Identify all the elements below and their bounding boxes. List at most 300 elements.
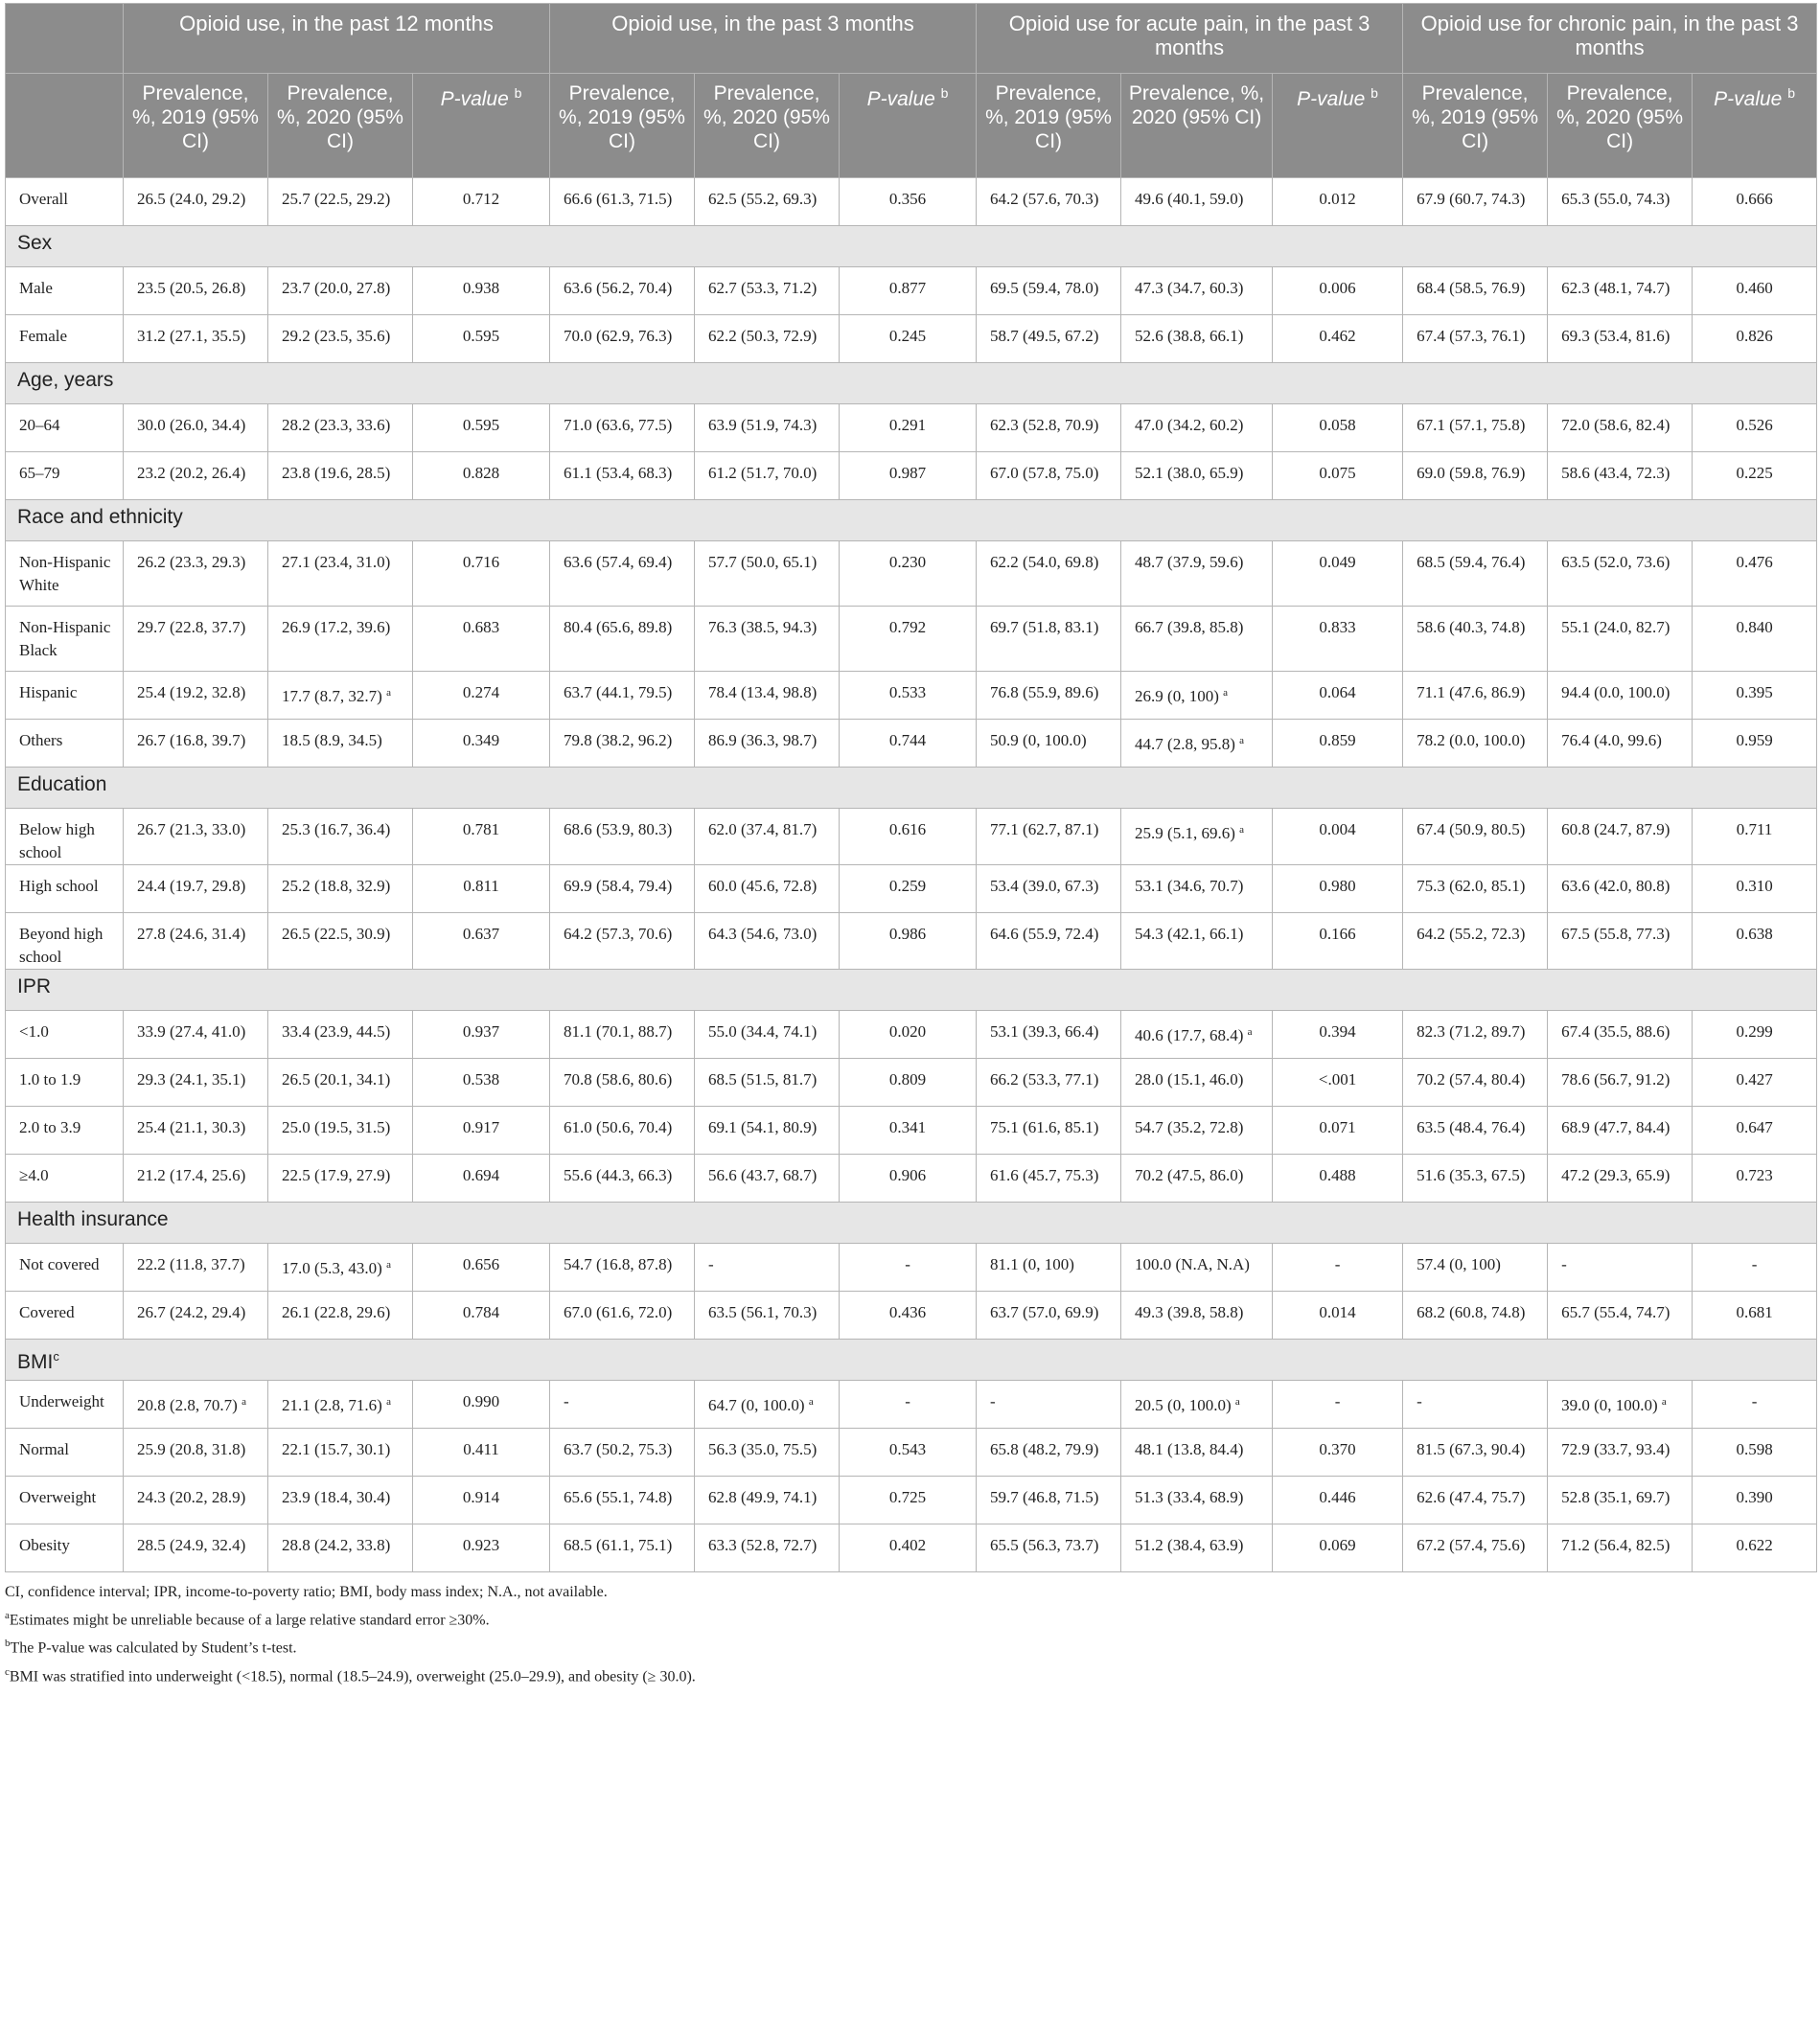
section-title-mark: c xyxy=(53,1349,59,1364)
cell-value: 0.725 xyxy=(888,1488,927,1506)
prevalence-cell xyxy=(268,1381,413,1429)
cell-value: 65.6 (55.1, 74.8) xyxy=(564,1488,673,1506)
section-title xyxy=(6,768,1817,809)
cell-value: 0.959 xyxy=(1736,731,1773,749)
cell-value: 0.833 xyxy=(1319,618,1356,636)
cell-value: 68.5 (61.1, 75.1) xyxy=(564,1536,673,1554)
cell-value: 0.356 xyxy=(888,190,927,208)
prevalence-cell xyxy=(1121,315,1273,363)
prevalence-cell xyxy=(977,1429,1121,1477)
prevalence-cell xyxy=(268,315,413,363)
cell-value: - xyxy=(990,1392,996,1410)
cell-value: 76.3 (38.5, 94.3) xyxy=(708,618,818,636)
row-label: Covered xyxy=(6,1292,124,1340)
cell-value: 82.3 (71.2, 89.7) xyxy=(1417,1022,1526,1041)
prevalence-cell xyxy=(977,452,1121,500)
cell-value: 48.1 (13.8, 84.4) xyxy=(1135,1440,1244,1458)
group-header: Opioid use, in the past 12 months xyxy=(124,4,550,74)
row-label: Below high school xyxy=(6,809,124,865)
prevalence-cell xyxy=(124,720,268,768)
p-value-cell xyxy=(1693,315,1817,363)
cell-value: 58.6 (40.3, 74.8) xyxy=(1417,618,1526,636)
cell-value: 51.2 (38.4, 63.9) xyxy=(1135,1536,1244,1554)
cell-value: 0.598 xyxy=(1736,1440,1773,1458)
cell-value: 20.8 (2.8, 70.7) xyxy=(137,1396,238,1414)
p-value-cell xyxy=(1273,452,1403,500)
cell-value: 0.840 xyxy=(1736,618,1773,636)
cell-value: 0.049 xyxy=(1319,553,1356,571)
cell-value: 51.6 (35.3, 67.5) xyxy=(1417,1166,1526,1184)
cell-value: 0.476 xyxy=(1736,553,1773,571)
p-value-mark: b xyxy=(1371,85,1378,101)
prevalence-cell xyxy=(1403,865,1548,913)
cell-value: 0.436 xyxy=(888,1303,927,1321)
cell-value: 64.2 (55.2, 72.3) xyxy=(1417,925,1526,943)
cell-value: 64.2 (57.3, 70.6) xyxy=(564,925,673,943)
p-value-cell xyxy=(1273,1155,1403,1203)
cell-value: 62.3 (52.8, 70.9) xyxy=(990,416,1099,434)
cell-value: 0.828 xyxy=(462,464,500,482)
p-value-cell xyxy=(1273,1292,1403,1340)
prevalence-cell xyxy=(1121,672,1273,720)
prevalence-2020-header: Prevalence, %, 2020 (95% CI) xyxy=(268,74,413,178)
prevalence-cell xyxy=(550,1477,695,1524)
p-value-cell xyxy=(1273,1011,1403,1059)
prevalence-cell xyxy=(695,541,840,607)
footnote-text: CI, confidence interval; IPR, income-to-poverty ratio; BMI, body mass index; N.A., not available. xyxy=(5,1584,608,1600)
prevalence-2020-header: Prevalence, %, 2020 (95% CI) xyxy=(1548,74,1693,178)
p-value-cell xyxy=(1693,1059,1817,1107)
p-value-cell xyxy=(1693,1244,1817,1292)
prevalence-cell xyxy=(124,1155,268,1203)
prevalence-cell xyxy=(268,541,413,607)
table-row xyxy=(6,1524,1817,1572)
p-value-header xyxy=(413,74,550,178)
prevalence-2019-header: Prevalence, %, 2019 (95% CI) xyxy=(550,74,695,178)
table-row xyxy=(6,1107,1817,1155)
reliability-mark: a xyxy=(386,687,391,699)
cell-value: 24.4 (19.7, 29.8) xyxy=(137,877,246,895)
row-label: Normal xyxy=(6,1429,124,1477)
cell-value: 67.9 (60.7, 74.3) xyxy=(1417,190,1526,208)
p-value-cell xyxy=(1693,913,1817,970)
row-label: High school xyxy=(6,865,124,913)
cell-value: 55.0 (34.4, 74.1) xyxy=(708,1022,818,1041)
cell-value: 69.3 (53.4, 81.6) xyxy=(1561,327,1670,345)
cell-value: 0.058 xyxy=(1319,416,1356,434)
cell-value: 62.2 (50.3, 72.9) xyxy=(708,327,818,345)
prevalence-cell xyxy=(1121,1059,1273,1107)
cell-value: 0.020 xyxy=(888,1022,927,1041)
prevalence-cell xyxy=(268,1059,413,1107)
cell-value: 21.2 (17.4, 25.6) xyxy=(137,1166,246,1184)
section-title-text: Education xyxy=(17,773,107,795)
cell-value: 68.5 (51.5, 81.7) xyxy=(708,1070,818,1089)
cell-value: 0.411 xyxy=(463,1440,499,1458)
prevalence-cell xyxy=(977,1524,1121,1572)
cell-value: 57.4 (0, 100) xyxy=(1417,1255,1501,1273)
prevalence-cell xyxy=(268,1244,413,1292)
prevalence-cell xyxy=(1548,1059,1693,1107)
cell-value: 63.6 (42.0, 80.8) xyxy=(1561,877,1670,895)
cell-value: 54.7 (35.2, 72.8) xyxy=(1135,1118,1244,1136)
prevalence-cell xyxy=(695,1524,840,1572)
reliability-mark: a xyxy=(1239,735,1244,746)
prevalence-cell xyxy=(1403,541,1548,607)
cell-value: 33.4 (23.9, 44.5) xyxy=(282,1022,391,1041)
prevalence-cell xyxy=(1548,404,1693,452)
cell-value: 48.7 (37.9, 59.6) xyxy=(1135,553,1244,571)
group-header: Opioid use for chronic pain, in the past 3 months xyxy=(1403,4,1817,74)
row-label: Female xyxy=(6,315,124,363)
prevalence-cell xyxy=(977,1155,1121,1203)
section-row xyxy=(6,768,1817,809)
cell-value: 26.7 (24.2, 29.4) xyxy=(137,1303,246,1321)
cell-value: 63.7 (50.2, 75.3) xyxy=(564,1440,673,1458)
prevalence-cell xyxy=(550,1059,695,1107)
prevalence-cell xyxy=(124,1381,268,1429)
footnote-text: The P-value was calculated by Student’s t-test. xyxy=(10,1639,297,1657)
p-value-cell xyxy=(413,1155,550,1203)
prevalence-cell xyxy=(977,541,1121,607)
cell-value: 0.069 xyxy=(1319,1536,1356,1554)
cell-value: 0.225 xyxy=(1736,464,1773,482)
p-value-cell xyxy=(1273,1059,1403,1107)
cell-value: 26.5 (20.1, 34.1) xyxy=(282,1070,391,1089)
p-value-cell xyxy=(840,865,977,913)
prevalence-cell xyxy=(1548,267,1693,315)
p-value-cell xyxy=(840,1155,977,1203)
p-value-cell xyxy=(1693,1477,1817,1524)
cell-value: 39.0 (0, 100.0) xyxy=(1561,1396,1658,1414)
cell-value: 66.6 (61.3, 71.5) xyxy=(564,190,673,208)
cell-value: 57.7 (50.0, 65.1) xyxy=(708,553,818,571)
p-value-mark: b xyxy=(940,85,949,101)
prevalence-cell xyxy=(1548,1524,1693,1572)
cell-value: 53.1 (34.6, 70.7) xyxy=(1135,877,1244,895)
p-value-cell xyxy=(1693,1524,1817,1572)
cell-value: 0.917 xyxy=(462,1118,500,1136)
cell-value: 47.3 (34.7, 60.3) xyxy=(1135,279,1244,297)
prevalence-cell xyxy=(695,267,840,315)
cell-value: 0.638 xyxy=(1736,925,1773,943)
p-value-cell xyxy=(413,1059,550,1107)
prevalence-cell xyxy=(1548,1429,1693,1477)
prevalence-cell xyxy=(124,913,268,970)
section-title-text: Age, years xyxy=(17,369,114,391)
p-value-cell xyxy=(840,1524,977,1572)
reliability-mark: a xyxy=(386,1396,391,1408)
table-row xyxy=(6,1381,1817,1429)
prevalence-cell xyxy=(1548,1155,1693,1203)
p-value-cell xyxy=(1273,315,1403,363)
cell-value: 0.071 xyxy=(1319,1118,1356,1136)
p-value-cell xyxy=(1693,1292,1817,1340)
prevalence-cell xyxy=(1548,720,1693,768)
row-label: Hispanic xyxy=(6,672,124,720)
table-page xyxy=(5,3,1816,1688)
cell-value: 49.3 (39.8, 58.8) xyxy=(1135,1303,1244,1321)
prevalence-cell xyxy=(1121,809,1273,865)
prevalence-cell xyxy=(1403,672,1548,720)
prevalence-cell xyxy=(977,267,1121,315)
cell-value: 28.8 (24.2, 33.8) xyxy=(282,1536,391,1554)
cell-value: 60.0 (45.6, 72.8) xyxy=(708,877,818,895)
p-value-cell xyxy=(1273,607,1403,672)
prevalence-cell xyxy=(1403,1524,1548,1572)
cell-value: 0.310 xyxy=(1736,877,1773,895)
prevalence-cell xyxy=(977,315,1121,363)
section-title xyxy=(6,226,1817,267)
cell-value: 0.230 xyxy=(888,553,927,571)
prevalence-cell xyxy=(695,1381,840,1429)
prevalence-cell xyxy=(124,315,268,363)
p-value-cell xyxy=(840,720,977,768)
footnote xyxy=(5,1661,1816,1688)
cell-value: 61.0 (50.6, 70.4) xyxy=(564,1118,673,1136)
cell-value: 68.6 (53.9, 80.3) xyxy=(564,820,673,838)
p-value-cell xyxy=(413,672,550,720)
p-value-cell xyxy=(840,178,977,226)
prevalence-cell xyxy=(695,315,840,363)
row-label: Overweight xyxy=(6,1477,124,1524)
cell-value: - xyxy=(564,1392,569,1410)
prevalence-cell xyxy=(550,607,695,672)
cell-value: 65.7 (55.4, 74.7) xyxy=(1561,1303,1670,1321)
table-row xyxy=(6,1292,1817,1340)
prevalence-2019-header: Prevalence, %, 2019 (95% CI) xyxy=(124,74,268,178)
section-row xyxy=(6,500,1817,541)
prevalence-cell xyxy=(1403,404,1548,452)
prevalence-cell xyxy=(268,607,413,672)
cell-value: 62.3 (48.1, 74.7) xyxy=(1561,279,1670,297)
cell-value: 0.716 xyxy=(462,553,500,571)
cell-value: 62.7 (53.3, 71.2) xyxy=(708,279,818,297)
prevalence-cell xyxy=(124,1011,268,1059)
cell-value: 26.7 (16.8, 39.7) xyxy=(137,731,246,749)
prevalence-cell xyxy=(550,865,695,913)
prevalence-cell xyxy=(268,178,413,226)
cell-value: 0.390 xyxy=(1736,1488,1773,1506)
prevalence-cell xyxy=(1403,1292,1548,1340)
p-value-cell xyxy=(840,404,977,452)
cell-value: 28.5 (24.9, 32.4) xyxy=(137,1536,246,1554)
prevalence-cell xyxy=(268,452,413,500)
cell-value: 67.4 (57.3, 76.1) xyxy=(1417,327,1526,345)
footnote-text: Estimates might be unreliable because of a large relative standard error ≥30%. xyxy=(9,1612,490,1629)
reliability-mark: a xyxy=(1234,1396,1240,1408)
prevalence-cell xyxy=(695,1107,840,1155)
cell-value: 30.0 (26.0, 34.4) xyxy=(137,416,246,434)
cell-value: 40.6 (17.7, 68.4) xyxy=(1135,1026,1244,1044)
prevalence-cell xyxy=(1121,1429,1273,1477)
cell-value: 0.004 xyxy=(1319,820,1356,838)
p-value-cell xyxy=(1693,178,1817,226)
cell-value: - xyxy=(1751,1255,1758,1273)
prevalence-cell xyxy=(695,1011,840,1059)
cell-value: 0.781 xyxy=(462,820,500,838)
prevalence-cell xyxy=(977,178,1121,226)
prevalence-cell xyxy=(1548,809,1693,865)
table-row xyxy=(6,1011,1817,1059)
cell-value: 20.5 (0, 100.0) xyxy=(1135,1396,1232,1414)
cell-value: 53.4 (39.0, 67.3) xyxy=(990,877,1099,895)
cell-value: 23.2 (20.2, 26.4) xyxy=(137,464,246,482)
reliability-mark: a xyxy=(1223,687,1228,699)
cell-value: 54.3 (42.1, 66.1) xyxy=(1135,925,1244,943)
cell-value: 0.683 xyxy=(462,618,500,636)
cell-value: 0.616 xyxy=(888,820,927,838)
cell-value: 51.3 (33.4, 68.9) xyxy=(1135,1488,1244,1506)
cell-value: - xyxy=(905,1255,910,1273)
p-value-cell xyxy=(840,541,977,607)
prevalence-cell xyxy=(1548,1107,1693,1155)
p-value-cell xyxy=(1273,672,1403,720)
p-value-cell xyxy=(413,1292,550,1340)
section-row xyxy=(6,970,1817,1011)
cell-value: 0.014 xyxy=(1319,1303,1356,1321)
cell-value: 0.259 xyxy=(888,877,927,895)
row-label: 65–79 xyxy=(6,452,124,500)
cell-value: 0.395 xyxy=(1736,683,1773,701)
cell-value: 81.5 (67.3, 90.4) xyxy=(1417,1440,1526,1458)
p-value-cell xyxy=(1273,720,1403,768)
prevalence-cell xyxy=(977,672,1121,720)
cell-value: 0.712 xyxy=(462,190,500,208)
cell-value: - xyxy=(1334,1255,1341,1273)
cell-value: 0.784 xyxy=(462,1303,500,1321)
cell-value: 0.349 xyxy=(462,731,500,749)
cell-value: 31.2 (27.1, 35.5) xyxy=(137,327,246,345)
prevalence-cell xyxy=(977,809,1121,865)
cell-value: 63.6 (56.2, 70.4) xyxy=(564,279,673,297)
cell-value: 63.5 (48.4, 76.4) xyxy=(1417,1118,1526,1136)
p-value-cell xyxy=(840,1244,977,1292)
cell-value: 25.4 (19.2, 32.8) xyxy=(137,683,246,701)
prevalence-cell xyxy=(268,913,413,970)
prevalence-cell xyxy=(550,1381,695,1429)
row-label: Underweight xyxy=(6,1381,124,1429)
cell-value: 28.2 (23.3, 33.6) xyxy=(282,416,391,434)
cell-value: 0.488 xyxy=(1319,1166,1356,1184)
cell-value: 61.2 (51.7, 70.0) xyxy=(708,464,818,482)
corner-header xyxy=(6,74,124,178)
cell-value: 0.402 xyxy=(888,1536,927,1554)
prevalence-cell xyxy=(1121,404,1273,452)
prevalence-cell xyxy=(977,1244,1121,1292)
prevalence-cell xyxy=(1403,720,1548,768)
prevalence-cell xyxy=(1121,607,1273,672)
cell-value: 25.7 (22.5, 29.2) xyxy=(282,190,391,208)
row-label: 2.0 to 3.9 xyxy=(6,1107,124,1155)
cell-value: 94.4 (0.0, 100.0) xyxy=(1561,683,1670,701)
prevalence-cell xyxy=(1121,1477,1273,1524)
prevalence-cell xyxy=(977,865,1121,913)
p-value-cell xyxy=(1693,672,1817,720)
prevalence-cell xyxy=(977,913,1121,970)
prevalence-cell xyxy=(124,865,268,913)
prevalence-cell xyxy=(1403,1429,1548,1477)
prevalence-cell xyxy=(1121,1244,1273,1292)
p-value-label: P-value xyxy=(440,88,509,110)
p-value-cell xyxy=(840,1381,977,1429)
cell-value: 0.656 xyxy=(462,1255,500,1273)
prevalence-cell xyxy=(124,404,268,452)
p-value-cell xyxy=(413,1381,550,1429)
p-value-cell xyxy=(840,913,977,970)
cell-value: 70.2 (57.4, 80.4) xyxy=(1417,1070,1526,1089)
cell-value: 0.809 xyxy=(888,1070,927,1089)
prevalence-cell xyxy=(124,1292,268,1340)
p-value-cell xyxy=(1693,1155,1817,1203)
cell-value: 0.595 xyxy=(462,416,500,434)
reliability-mark: a xyxy=(1661,1396,1667,1408)
cell-value: 70.0 (62.9, 76.3) xyxy=(564,327,673,345)
reliability-mark: a xyxy=(386,1259,391,1271)
section-title xyxy=(6,500,1817,541)
prevalence-cell xyxy=(124,809,268,865)
prevalence-cell xyxy=(1403,1155,1548,1203)
cell-value: 0.637 xyxy=(462,925,500,943)
cell-value: 60.8 (24.7, 87.9) xyxy=(1561,820,1670,838)
p-value-cell xyxy=(413,1524,550,1572)
p-value-cell xyxy=(413,178,550,226)
cell-value: 58.7 (49.5, 67.2) xyxy=(990,327,1099,345)
prevalence-cell xyxy=(1121,913,1273,970)
cell-value: 23.5 (20.5, 26.8) xyxy=(137,279,246,297)
prevalence-cell xyxy=(268,1292,413,1340)
cell-value: 52.6 (38.8, 66.1) xyxy=(1135,327,1244,345)
cell-value: 53.1 (39.3, 66.4) xyxy=(990,1022,1099,1041)
prevalence-cell xyxy=(550,1292,695,1340)
prevalence-cell xyxy=(550,541,695,607)
p-value-cell xyxy=(413,1429,550,1477)
prevalence-cell xyxy=(695,178,840,226)
p-value-cell xyxy=(1273,267,1403,315)
cell-value: 0.427 xyxy=(1736,1070,1773,1089)
subheader-row xyxy=(6,74,1817,178)
p-value-cell xyxy=(840,1292,977,1340)
cell-value: 0.622 xyxy=(1736,1536,1773,1554)
section-title xyxy=(6,970,1817,1011)
prevalence-cell xyxy=(1403,1107,1548,1155)
cell-value: 64.7 (0, 100.0) xyxy=(708,1396,805,1414)
cell-value: 55.6 (44.3, 66.3) xyxy=(564,1166,673,1184)
row-label: Overall xyxy=(6,178,124,226)
cell-value: 0.723 xyxy=(1736,1166,1773,1184)
prevalence-2019-header: Prevalence, %, 2019 (95% CI) xyxy=(1403,74,1548,178)
p-value-cell xyxy=(413,452,550,500)
cell-value: 0.938 xyxy=(462,279,500,297)
p-value-cell xyxy=(1273,1477,1403,1524)
cell-value: 0.694 xyxy=(462,1166,500,1184)
cell-value: 71.0 (63.6, 77.5) xyxy=(564,416,673,434)
p-value-cell xyxy=(840,1059,977,1107)
prevalence-cell xyxy=(268,720,413,768)
prevalence-cell xyxy=(1548,1381,1693,1429)
cell-value: 63.5 (56.1, 70.3) xyxy=(708,1303,818,1321)
cell-value: 26.7 (21.3, 33.0) xyxy=(137,820,246,838)
cell-value: 24.3 (20.2, 28.9) xyxy=(137,1488,246,1506)
reliability-mark: a xyxy=(242,1396,246,1408)
cell-value: 0.711 xyxy=(1736,820,1773,838)
cell-value: 65.3 (55.0, 74.3) xyxy=(1561,190,1670,208)
section-title-text: BMI xyxy=(17,1351,54,1373)
footnote-mark: a xyxy=(5,1610,10,1621)
cell-value: 25.4 (21.1, 30.3) xyxy=(137,1118,246,1136)
cell-value: 69.7 (51.8, 83.1) xyxy=(990,618,1099,636)
footnote xyxy=(5,1632,1816,1660)
